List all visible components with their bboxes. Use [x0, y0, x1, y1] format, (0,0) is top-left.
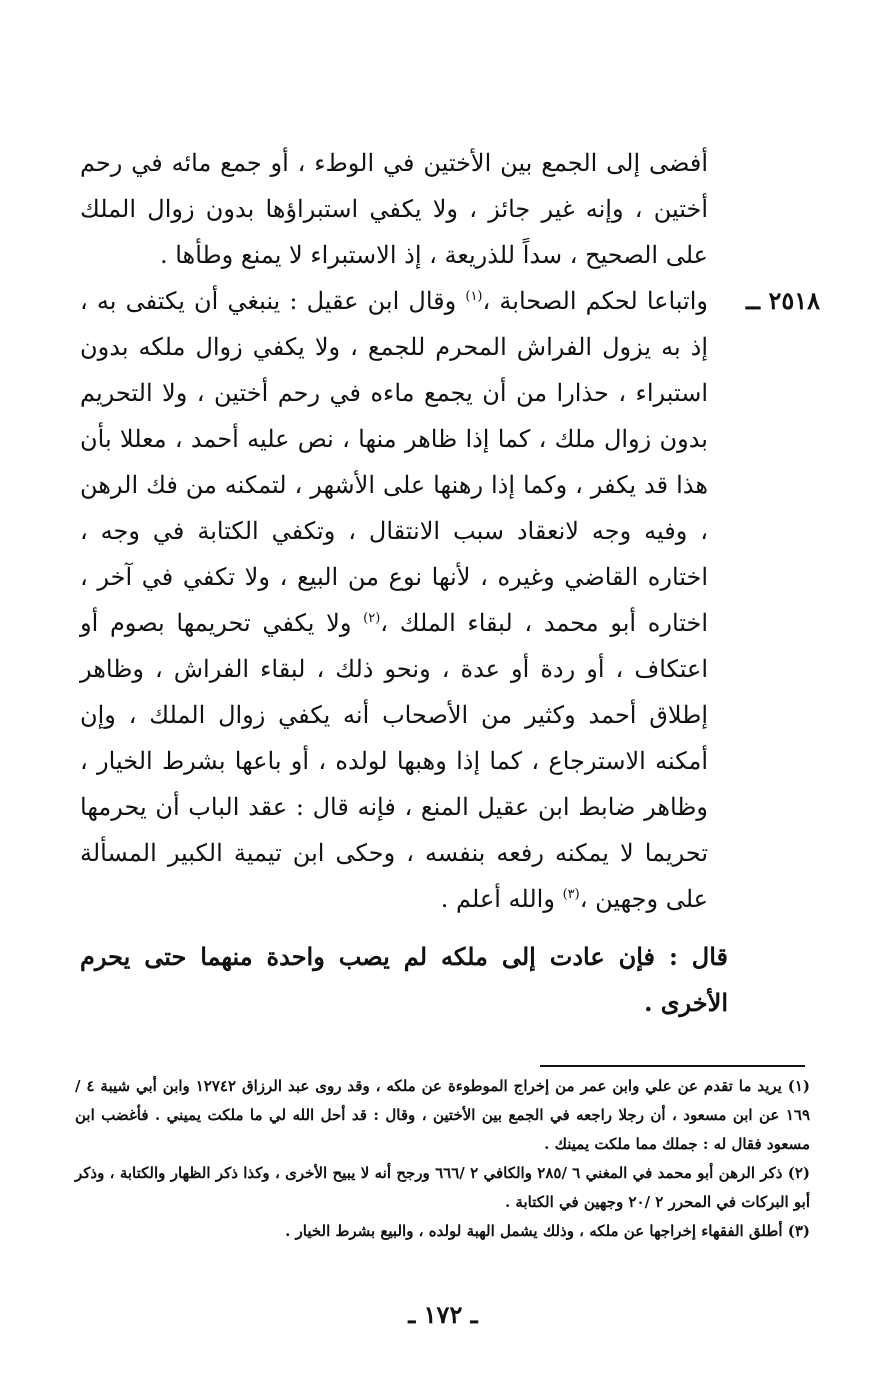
entry-number: ٢٥١٨ ــ — [746, 286, 820, 315]
entry-2518-paragraph — [80, 278, 820, 922]
footnote-ref-2: (٢) — [363, 611, 381, 626]
matn-quote-paragraph: قال : فإن عادت إلى ملكه لم يصب واحدة منهما حتى يحرم الأخرى . — [80, 942, 728, 1017]
footnote-1: (١) يريد ما تقدم عن علي وابن عمر من إخراج الموطوءة عن ملكه ، وقد روى عبد الرزاق ١٢٧٤٢ وابن أبي شيبة ٤ /١٦٩ عن ابن مسعود ، أن رجلا راجعه في الجمع بين الأختين ، وقال : قد أحل الله لي ما ملكت يميني . فأغضب ابن مسعود فقال له : جملك مما ملكت يمينك . — [75, 1077, 811, 1153]
entry-text-part-1: واتباعا لحكم الصحابة ، — [482, 287, 708, 315]
footnote-ref-1: (١) — [465, 289, 483, 304]
page-number: ـ ١٧٢ ـ — [408, 1300, 478, 1329]
entry-text-part-3: ولا يكفي تحريمها بصوم أو اعتكاف ، أو ردة أو عدة ، ونحو ذلك ، لبقاء الفراش ، وظاهر إطلاق أحمد وكثير من الأصحاب أنه يكفي زوال الملك ، وإن أمكنه الاسترجاع ، كما إذا وهبها لولده ، أو باعها بشرط الخيار ، وظاهر ضابط ابن عقيل المنع ، فإنه قال : عقد الباب أن يحرمها تحريما لا يمكنه رفعه بنفسه ، وحكى ابن تيمية الكبير المسألة على وجهين ، — [80, 609, 708, 913]
footnote-separator — [540, 1065, 805, 1067]
footnote-3: (٣) أطلق الفقهاء إخراجها عن ملكه ، وذلك يشمل الهبة لولده ، والبيع بشرط الخيار . — [285, 1222, 810, 1240]
entry-text-part-4: والله أعلم . — [440, 885, 563, 913]
footnotes — [75, 1072, 810, 1246]
continuation-paragraph: أفضى إلى الجمع بين الأختين في الوطء ، أو جمع مائه في رحم أختين ، وإنه غير جائز ، ولا يكفي استبراؤها بدون زوال الملك على الصحيح ، سداً للذريعة ، إذ الاستبراء لا يمنع وطأها . — [80, 149, 708, 269]
footnote-ref-3: (٣) — [562, 887, 580, 902]
main-text — [80, 140, 820, 1026]
footnote-2: (٢) ذكر الرهن أبو محمد في المغني ٦ /٢٨٥ والكافي ٢ /٦٦٦ ورجح أنه لا يبيح الأخرى ، وكذا ذكر الظهار والكتابة ، وذكر أبو البركات في المحرر ٢ /٢٠ وجهين في الكتابة . — [75, 1164, 811, 1211]
entry-text-part-2: وقال ابن عقيل : ينبغي أن يكتفى به ، إذ به يزول الفراش المحرم للجمع ، ولا يكفي زوال ملكه بدون استبراء ، حذارا من أن يجمع ماءه في رحم أختين ، ولا التحريم بدون زوال ملك ، كما إذا ظاهر منها ، نص عليه أحمد ، معللا بأن هذا قد يكفر ، وكما إذا رهنها على الأشهر ، لتمكنه من فك الرهن ، وفيه وجه لانعقاد سبب الانتقال ، وتكفي الكتابة في وجه ، اختاره القاضي وغيره ، لأنها نوع من البيع ، ولا تكفي في آخر ، اختاره أبو محمد ، لبقاء الملك ، — [80, 287, 709, 637]
